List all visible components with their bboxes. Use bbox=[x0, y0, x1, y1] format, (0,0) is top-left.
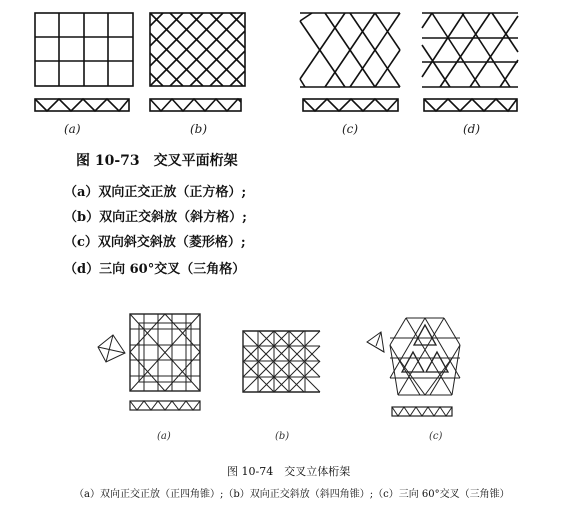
figure-item-d: （d）三向 60°交叉（三角格） bbox=[64, 262, 246, 277]
figure-item-b: （b）双向正交斜放（斜方格）; bbox=[64, 210, 247, 225]
subfig74-label-a: (a) bbox=[157, 431, 171, 442]
space-truss-plan-c bbox=[390, 318, 460, 395]
plan-grid-b bbox=[150, 13, 245, 86]
pyramid-unit-a bbox=[98, 335, 125, 362]
subfig74-label-b: (b) bbox=[275, 431, 290, 442]
elevation-truss-c bbox=[303, 99, 398, 111]
figure-title-10-73: 图 10-73 交叉平面桁架 bbox=[76, 153, 238, 169]
subfig-label-b: (b) bbox=[190, 122, 208, 136]
figure-caption-10-74: （a）双向正交正放（正四角锥）;（b）双向正交斜放（斜四角锥）;（c）三向 60°交叉（三角锥） bbox=[74, 489, 510, 500]
subfig-label-a: (a) bbox=[64, 122, 81, 136]
figure-item-a: （a）双向正交正放（正方格）; bbox=[64, 185, 247, 200]
space-truss-elevation-c bbox=[392, 407, 452, 416]
plan-grid-d bbox=[422, 13, 518, 87]
elevation-truss-b bbox=[150, 99, 241, 111]
figure-item-c: （c）双向斜交斜放（菱形格）; bbox=[64, 235, 246, 250]
plan-grid-a bbox=[35, 13, 133, 86]
subfig-label-d: (d) bbox=[463, 122, 481, 136]
space-truss-plan-a bbox=[130, 314, 200, 391]
space-truss-plan-b bbox=[243, 331, 320, 392]
subfig74-label-c: (c) bbox=[429, 431, 443, 442]
plan-grid-c bbox=[300, 13, 400, 87]
elevation-truss-d bbox=[424, 99, 517, 111]
figure-title-10-74: 图 10-74 交叉立体桁架 bbox=[227, 465, 351, 478]
elevation-truss-a bbox=[35, 99, 129, 111]
space-truss-elevation-a bbox=[130, 401, 200, 410]
subfig-label-c: (c) bbox=[342, 122, 359, 136]
pyramid-unit-c bbox=[367, 332, 384, 352]
